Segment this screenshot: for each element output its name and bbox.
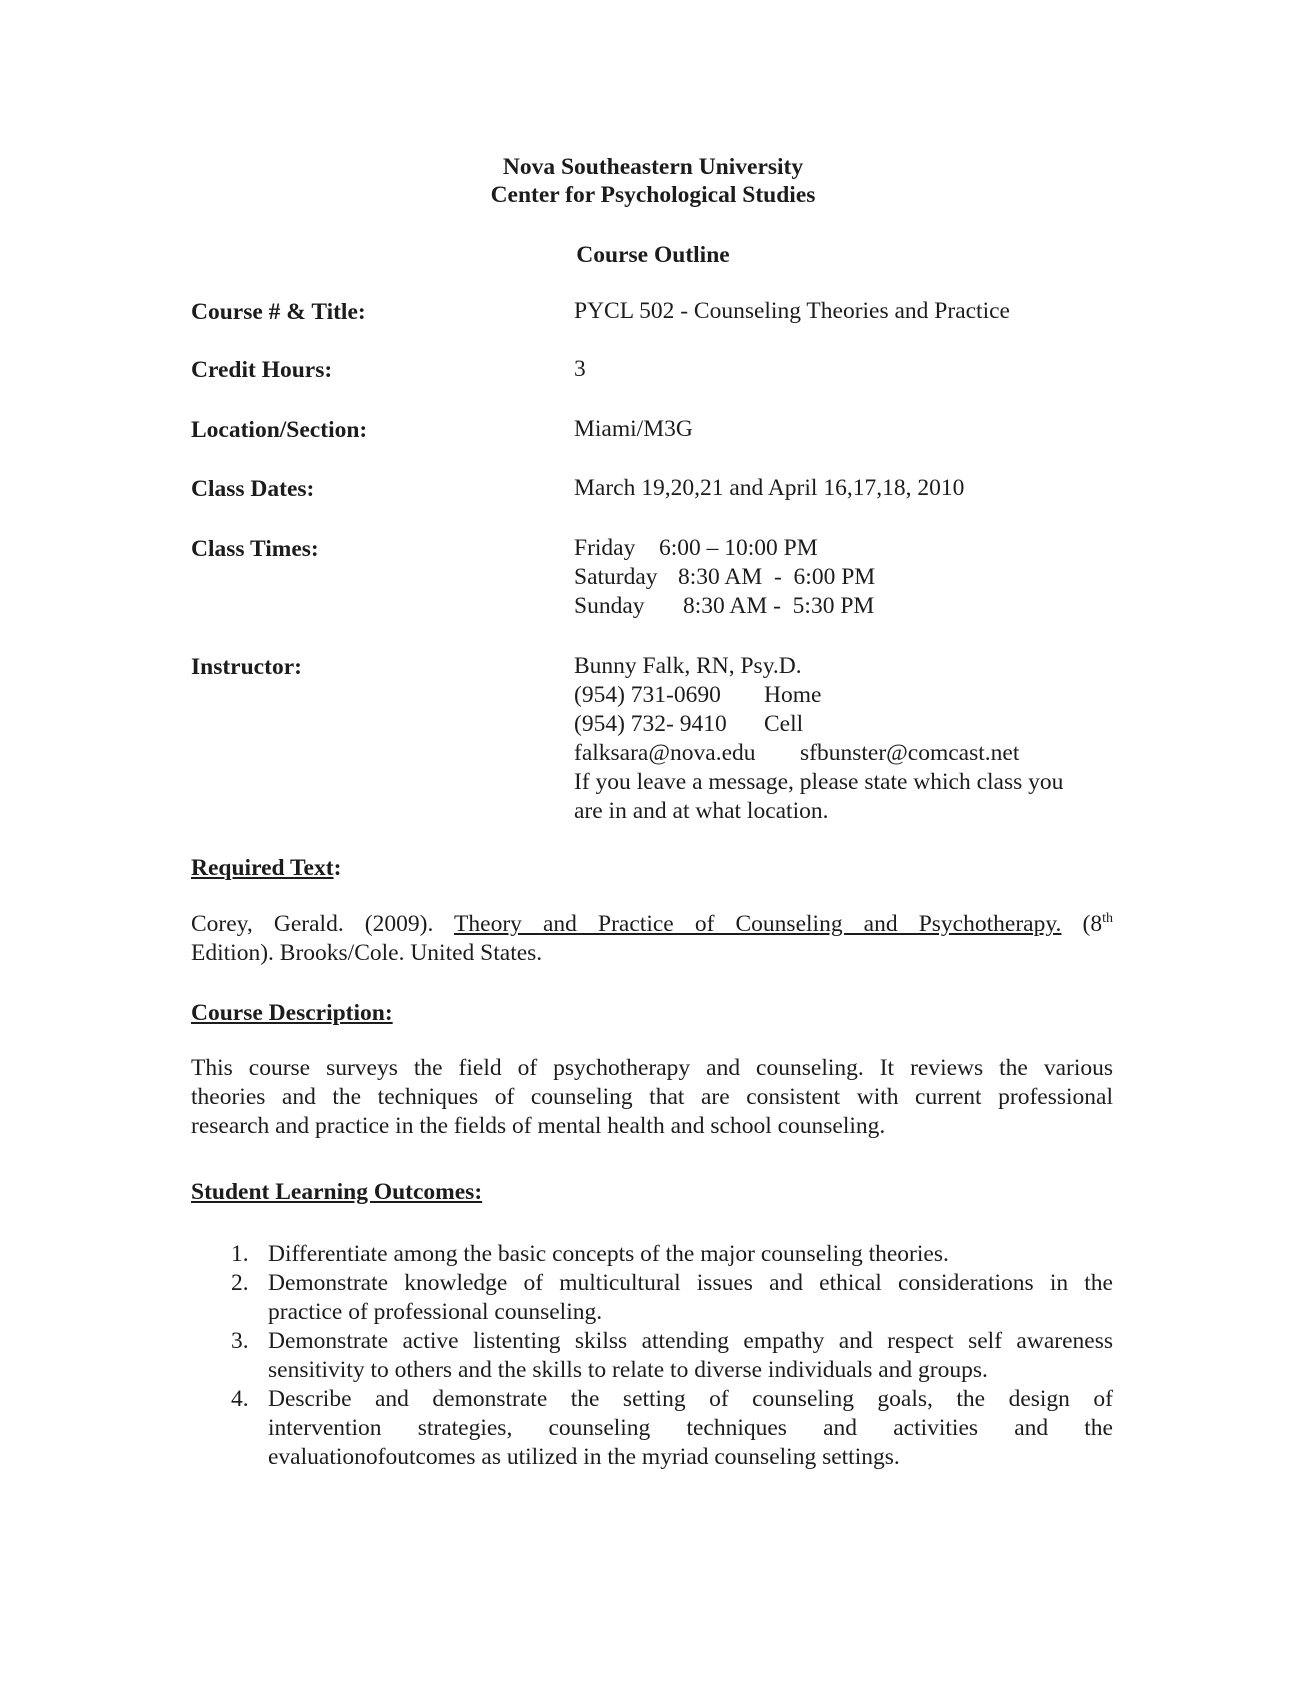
citation-line: Edition). Brooks/Cole. United States. — [191, 940, 543, 966]
university-name: Nova Southeastern University — [502, 154, 804, 180]
credit-hours-value: 3 — [574, 356, 586, 382]
instructor-label: Instructor: — [191, 654, 302, 680]
center-name: Center for Psychological Studies — [490, 182, 816, 208]
learning-outcomes-heading: Student Learning Outcomes: — [191, 1179, 483, 1205]
course-description-heading: Course Description: — [191, 1000, 393, 1026]
class-time-hours: 8:30 AM - 5:30 PM — [683, 593, 875, 619]
list-item-text: Demonstrate knowledge of multicultural issues and ethical considerations in the — [268, 1270, 1113, 1296]
course-description-text — [191, 1054, 1113, 1141]
citation-author: Corey, Gerald. (2009). — [191, 911, 434, 937]
location-value: Miami/M3G — [574, 416, 693, 442]
credit-hours-label: Credit Hours: — [191, 357, 333, 383]
required-text-heading-label: Required Text — [191, 855, 334, 881]
instructor-cell-phone-row — [574, 710, 1063, 739]
class-time-hours: 6:00 – 10:00 PM — [659, 535, 818, 561]
citation-edition — [1083, 911, 1113, 937]
list-item-text: intervention strategies, counseling techniques and activities and the — [268, 1415, 1113, 1441]
citation-edition-open: (8 — [1082, 911, 1103, 937]
cell-phone: (954) 732- 9410 — [574, 711, 727, 737]
class-time-day: Saturday — [574, 564, 658, 590]
location-label: Location/Section: — [191, 417, 368, 443]
course-title-value: PYCL 502 - Counseling Theories and Practice — [574, 298, 1010, 324]
class-time-hours: 8:30 AM - 6:00 PM — [678, 564, 876, 590]
description-line: research and practice in the fields of mental health and school counseling. — [191, 1113, 886, 1139]
instructor-note-line: If you leave a message, please state which class you — [574, 769, 1064, 795]
list-item — [191, 1240, 1113, 1269]
instructor-name: Bunny Falk, RN, Psy.D. — [574, 653, 802, 679]
instructor-info — [574, 652, 1063, 826]
required-text-citation — [191, 910, 1113, 968]
class-time-day: Sunday — [574, 593, 645, 619]
citation-book-title: Theory and Practice of Counseling and Psychotherapy. — [454, 911, 1062, 937]
learning-outcomes-list — [191, 1240, 1113, 1472]
class-times-list — [574, 534, 875, 621]
required-text-heading — [191, 855, 341, 882]
class-time-row — [574, 592, 875, 621]
class-time-row — [574, 563, 875, 592]
list-item-number: 4. — [231, 1386, 249, 1412]
list-item-text: Describe and demonstrate the setting of counseling goals, the design of — [268, 1386, 1113, 1412]
class-dates-label: Class Dates: — [191, 476, 315, 502]
list-item-text: practice of professional counseling. — [268, 1299, 603, 1325]
list-item-text: evaluationofoutcomes as utilized in the myriad counseling settings. — [268, 1444, 900, 1470]
list-item — [191, 1385, 1113, 1472]
required-text-heading-colon: : — [333, 855, 342, 881]
instructor-note-line: are in and at what location. — [574, 798, 829, 824]
class-time-row — [574, 534, 875, 563]
description-line: This course surveys the field of psychotherapy and counseling. It reviews the various — [191, 1055, 1113, 1081]
course-title-label: Course # & Title: — [191, 299, 366, 325]
cell-phone-label: Cell — [764, 711, 804, 737]
list-item-text: Differentiate among the basic concepts of the major counseling theories. — [268, 1241, 949, 1267]
list-item-number: 2. — [231, 1270, 249, 1296]
list-item — [191, 1327, 1113, 1385]
class-times-label: Class Times: — [191, 536, 319, 562]
list-item-number: 3. — [231, 1328, 249, 1354]
email-primary: falksara@nova.edu — [574, 740, 756, 766]
instructor-home-phone-row — [574, 681, 1063, 710]
home-phone: (954) 731-0690 — [574, 682, 721, 708]
list-item-text: sensitivity to others and the skills to relate to diverse individuals and groups. — [268, 1357, 988, 1383]
description-line: theories and the techniques of counseling that are consistent with current professional — [191, 1084, 1113, 1110]
list-item — [191, 1269, 1113, 1327]
outline-title: Course Outline — [576, 242, 730, 268]
list-item-number: 1. — [231, 1241, 249, 1267]
email-secondary: sfbunster@comcast.net — [800, 740, 1020, 766]
citation-line — [191, 910, 1113, 939]
instructor-email-row — [574, 739, 1063, 768]
class-dates-value: March 19,20,21 and April 16,17,18, 2010 — [574, 475, 965, 501]
list-item-text: Demonstrate active listenting skilss attending empathy and respect self awareness — [268, 1328, 1113, 1354]
class-time-day: Friday — [574, 535, 636, 561]
citation-edition-sup: th — [1102, 911, 1113, 927]
home-phone-label: Home — [764, 682, 822, 708]
